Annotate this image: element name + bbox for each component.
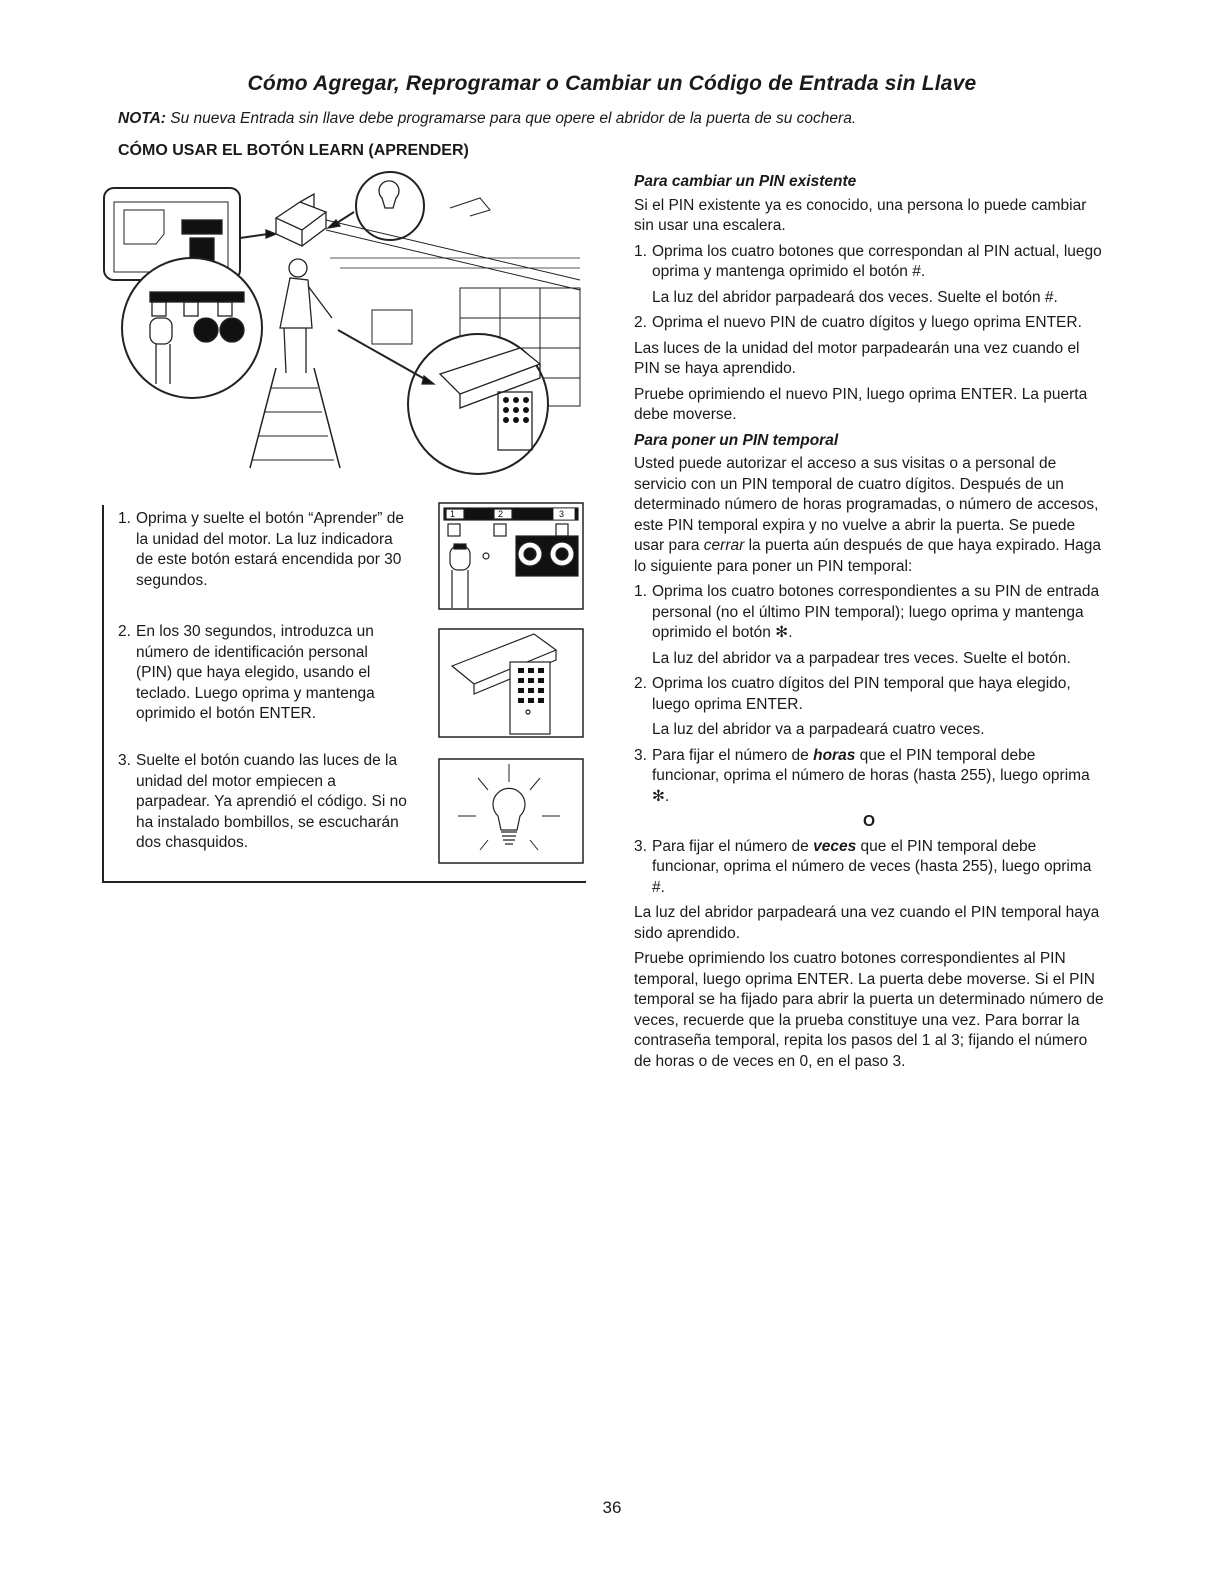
learn-step-3 xyxy=(118,751,408,854)
right-column xyxy=(634,172,1104,1077)
learn-step-3-text: Suelte el botón cuando las luces de la unidad del motor empiecen a parpadear. Ya aprendió el código. Si no ha instalado bombillos, se escucharán dos chasquidos. xyxy=(136,752,407,851)
change-pin-step-2 xyxy=(634,313,1104,334)
temp-pin-step-3a-emphasis: horas xyxy=(813,746,856,764)
temp-pin-paragraph-1: La luz del abridor parpadeará una vez cuando el PIN temporal haya sido aprendido. xyxy=(634,904,1100,942)
temp-pin-step-3a-pre: Para fijar el número de xyxy=(652,746,814,764)
temp-pin-step-1 xyxy=(634,582,1104,644)
change-pin-step-1-note: La luz del abridor parpadeará dos veces. Suelte el botón #. xyxy=(652,288,1058,306)
temp-pin-intro xyxy=(634,454,1104,577)
panel-label-1: 1 xyxy=(450,509,456,519)
temp-pin-step-3b-emphasis: veces xyxy=(813,837,857,855)
temp-pin-step-3a-post: que el PIN temporal debe funcionar, oprima el número de horas (hasta 255), luego oprima ✻. xyxy=(652,746,1090,805)
or-separator: O xyxy=(862,813,876,830)
temp-pin-step-2-number: 2. xyxy=(634,675,647,692)
learn-step-2-number: 2. xyxy=(118,623,131,640)
temp-pin-step-1-text: Oprima los cuatro botones correspondientes a su PIN de entrada personal (no el último PIN temporal); luego oprima y mantenga oprimido el botón ✻. xyxy=(652,583,1100,641)
temp-pin-step-1-note: La luz del abridor va a parpadear tres veces. Suelte el botón. xyxy=(652,649,1071,667)
temp-pin-step-3b-pre: Para fijar el número de xyxy=(652,837,814,855)
page-number: 36 xyxy=(602,1498,622,1517)
change-pin-step-2-text: Oprima el nuevo PIN de cuatro dígitos y luego oprima ENTER. xyxy=(652,314,1082,331)
learn-step-3-number: 3. xyxy=(118,752,131,769)
learn-step-2-text: En los 30 segundos, introduzca un número de identificación personal (PIN) que haya elegido, usando el teclado. Luego oprima y mantenga oprimido el botón ENTER. xyxy=(136,623,375,722)
temp-pin-step-2 xyxy=(634,674,1104,715)
change-pin-paragraph-2: Pruebe oprimiendo el nuevo PIN, luego oprima ENTER. La puerta debe moverse. xyxy=(634,385,1088,423)
panel-label-2: 2 xyxy=(498,509,504,519)
temp-pin-step-3b-number: 3. xyxy=(634,837,647,855)
temp-pin-intro-a: Usted puede autorizar el acceso a sus visitas o a personal de servicio con un PIN temporal de cuatro dígitos. Después de un determinado número de horas programadas, o número de accesos, este PIN temporal expira y no vuelve a abrir la puerta. Se puede usar para xyxy=(634,455,1099,554)
learn-step-2 xyxy=(118,622,408,725)
note-label: NOTA: xyxy=(118,110,166,127)
temp-pin-paragraph-2: Pruebe oprimiendo los cuatro botones correspondientes al PIN temporal, luego oprima ENTER. La puerta debe moverse. Si el PIN temporal se ha fijado para abrir la puerta un determinado número de veces, recuerde que la prueba constituye una vez. Para borrar la contraseña temporal, repita los pasos del 1 al 3; fijando el número de horas o de veces en 0, en el paso 3. xyxy=(634,950,1104,1070)
learn-step-1-text: Oprima y suelte el botón “Aprender” de la unidad del motor. La luz indicadora de este botón estará encendida por 30 segundos. xyxy=(136,510,404,589)
change-pin-heading: Para cambiar un PIN existente xyxy=(634,173,857,190)
temp-pin-step-2-note: La luz del abridor va a parpadeará cuatro veces. xyxy=(652,721,985,738)
learn-step-1-number: 1. xyxy=(118,510,131,527)
change-pin-intro: Si el PIN existente ya es conocido, una persona lo puede cambiar sin usar una escalera. xyxy=(634,196,1087,234)
keypad-illustration xyxy=(438,628,584,738)
temp-pin-step-3b-post: que el PIN temporal debe funcionar, oprima el número de veces (hasta 255), luego oprima #. xyxy=(652,837,1092,896)
temp-pin-step-3a-number: 3. xyxy=(634,746,647,764)
change-pin-step-1 xyxy=(634,242,1104,283)
temp-pin-step-3-hours xyxy=(634,746,1104,808)
page-title: Cómo Agregar, Reprogramar o Cambiar un Código de Entrada sin Llave xyxy=(247,72,977,95)
learn-step-1 xyxy=(118,509,408,591)
temp-pin-step-1-number: 1. xyxy=(634,583,647,600)
light-bulb-illustration xyxy=(438,758,584,864)
change-pin-paragraph-1: Las luces de la unidad del motor parpadearán una vez cuando el PIN se haya aprendido. xyxy=(634,339,1080,377)
note xyxy=(118,110,856,128)
panel-label-3: 3 xyxy=(559,509,565,519)
garage-opener-illustration xyxy=(100,168,590,478)
change-pin-step-2-number: 2. xyxy=(634,314,647,331)
learn-button-panel-illustration xyxy=(438,502,584,610)
change-pin-step-1-text: Oprima los cuatro botones que correspondan al PIN actual, luego oprima y mantenga oprimido el botón #. xyxy=(652,242,1102,280)
note-text: Su nueva Entrada sin llave debe programarse para que opere el abridor de la puerta de su cochera. xyxy=(170,110,857,127)
temp-pin-intro-emphasis: cerrar xyxy=(703,537,745,554)
section-heading: CÓMO USAR EL BOTÓN LEARN (APRENDER) xyxy=(118,142,469,159)
temp-pin-step-3-times xyxy=(634,837,1104,899)
temp-pin-step-2-text: Oprima los cuatro dígitos del PIN temporal que haya elegido, luego oprima ENTER. xyxy=(652,675,1071,713)
temp-pin-heading: Para poner un PIN temporal xyxy=(634,431,839,449)
change-pin-step-1-number: 1. xyxy=(634,242,647,260)
temp-pin-intro-b: la puerta aún después de que haya expirado. Haga lo siguiente para poner un PIN temporal: xyxy=(634,537,1102,575)
